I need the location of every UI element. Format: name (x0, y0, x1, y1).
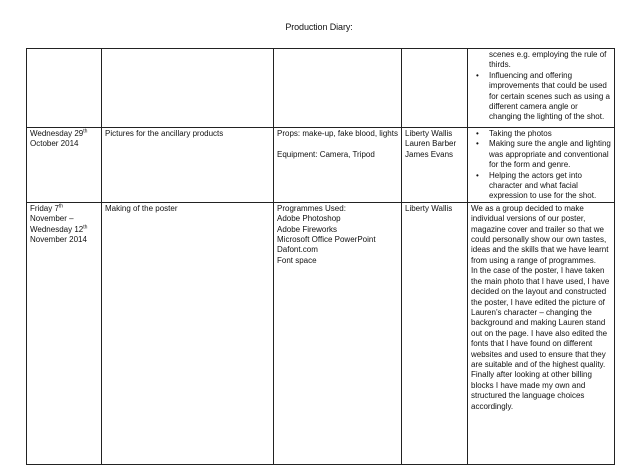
resources-cell (274, 128, 402, 203)
notes-text: Influencing and offering improvements that could be used for certain scenes such as using a different camera angle or changing the lighting of the shot. (489, 70, 610, 122)
notes-bullet (471, 129, 611, 139)
person-name: James Evans (405, 149, 454, 159)
resource-line: Adobe Fireworks (277, 224, 338, 234)
resource-line: Font space (277, 255, 317, 265)
resource-line: Equipment: Camera, Tripod (277, 149, 375, 159)
date-text: November – Wednesday 12 (30, 214, 84, 234)
date-text: Wednesday 29 (30, 129, 84, 138)
notes-text: Making sure the angle and lighting was appropriate and conventional for the form and genre. (489, 139, 611, 170)
people-cell (402, 128, 468, 203)
date-suffix: th (83, 224, 88, 230)
activity-cell (102, 202, 274, 464)
table-row (27, 128, 615, 203)
person-name: Liberty Wallis (405, 203, 453, 213)
people-cell (402, 202, 468, 464)
people-cell (402, 49, 468, 128)
date-cell (27, 128, 102, 203)
date-cell (27, 49, 102, 128)
resource-line: Programmes Used: (277, 203, 346, 213)
activity-cell (102, 128, 274, 203)
date-text: October 2014 (30, 139, 79, 149)
resource-line: Adobe Photoshop (277, 214, 341, 224)
date-text: Friday 7 (30, 203, 59, 213)
activity-cell (102, 49, 274, 128)
notes-text: Helping the actors get into character and what facial expression to use for the shot. (489, 170, 597, 201)
notes-cell (468, 49, 615, 128)
notes-cell (468, 202, 615, 464)
production-diary-table (26, 48, 615, 465)
resources-cell (274, 49, 402, 128)
date-suffix: th (83, 128, 88, 135)
resources-cell (274, 202, 402, 464)
notes-cell (468, 128, 615, 203)
table-row (27, 49, 615, 128)
notes-bullet (471, 171, 611, 202)
document-title: Production Diary: (285, 22, 353, 32)
table-row (27, 202, 615, 464)
activity-text: Making of the poster (105, 203, 178, 213)
resource-line: Dafont.com (277, 245, 318, 255)
resource-line: Microsoft Office PowerPoint (277, 235, 376, 245)
notes-paragraph: In the case of the poster, I have taken the main photo that I have used, I have decided on the layout and constructed the poster, I have edited the picture of Lauren’s character – changing the background and making Lauren stand out on the page. I have also edited the fonts that I have found on different websites and used to ensure that they are suitable and of the highest quality. (471, 266, 610, 369)
notes-text: Taking the photos (489, 129, 552, 138)
date-cell (27, 202, 102, 464)
notes-bullet (471, 71, 611, 123)
date-suffix: th (58, 203, 64, 210)
activity-text: Pictures for the ancillary products (105, 129, 224, 138)
notes-text: scenes e.g. employing the rule of thirds. (489, 50, 607, 70)
notes-continuation (471, 50, 611, 71)
person-name: Lauren Barber (405, 139, 457, 149)
resource-spacer (277, 139, 398, 149)
notes-paragraph: We as a group decided to make individual versions of our poster, magazine cover and trailer so that we could personally show our own tastes, ideas and the skills that we have learnt from using a range of programmes. (471, 203, 609, 265)
resource-line: Props: make-up, fake blood, lights (277, 129, 398, 138)
notes-bullet (471, 139, 611, 170)
date-text: November 2014 (30, 235, 87, 245)
notes-paragraph: Finally after looking at other billing blocks I have made my own and structured the language choices accordingly. (471, 370, 592, 411)
person-name: Liberty Wallis (405, 129, 453, 138)
